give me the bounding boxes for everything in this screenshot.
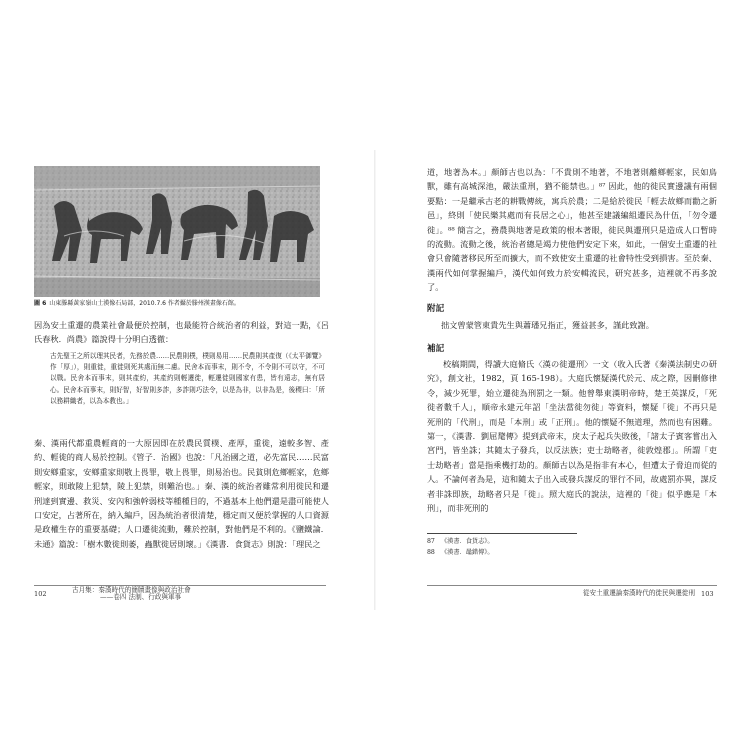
footnote-87 (427, 536, 494, 547)
page-number-left: 102 (34, 590, 47, 598)
heading-acknowledgement: 附記 (427, 304, 445, 314)
figure-caption (34, 300, 334, 308)
heading-supplement: 補記 (427, 344, 445, 354)
body-paragraph-1: 因為安土重遷的農業社會最便於控制，也最能符合統治者的利益，對這一點，《呂氏春秋．尚農》篇說得十分明白透徹： (34, 320, 329, 345)
footer-rule-right (427, 585, 717, 586)
footnote-number: 87 (427, 538, 435, 545)
figure-number: 圖 6 (34, 300, 47, 307)
body-paragraph-3: 道，地著為本。」顏師古也以為：「不貴則不地著，不地著則離鄉輕家，民如鳥獸，雖有高城深池，嚴法重刑，猶不能禁也。」⁸⁷ 因此，他的徙民實邊議有兩個要點：一是繼承古老的耕戰傳統，寓兵於農；二是給於徙民「輕去故鄉而勸之新邑」，終則「使民樂其處而有長居之心」，他甚至建議編組遷民為什伍，「勿令遷徙」。⁸⁸ 簡言之，務農與地著是政策的根本著眼，徙民與遷刑只是造成人口暫時的流動。流動之後，統治者總是竭力使他們安定下來，如此，一個安土重遷的社會只會隨著移民所至而擴大，而不致使安土重遷的社會特性受到損害。至於秦、漢兩代如何掌握編戶，漢代如何致力於安輯流民，研究甚多，這裡就不再多說了。 (427, 167, 717, 293)
footnote-rule (427, 533, 577, 534)
running-footer-left (72, 587, 332, 601)
book-title: 古月集：秦漢時代的簡牘畫像與政治社會 (72, 586, 191, 594)
body-paragraph-2: 秦、漢兩代都重農輕商的一大原因即在於農民質樸、產厚，重徙，遠較多智、產約、輕徙的商人易於控制。《管子．治國》也說：「凡治國之道，必先富民……民富則安鄉重家，安鄉重家則敬上畏罪，敬上畏罪，則易治也。民貧則危鄉輕家，危鄉輕家，則敢陵上犯禁，陵上犯禁，則難治也。」秦、漢的統治者雖常利用徙民和遷刑達到實邊、救災、安內和強幹弱枝等種種目的，不過基本上他們還是盡可能使人口安定，占著所在，納入編戶，因為統治者很清楚，穩定而又便於掌握的人口資源是政權生存的重要基礎；人口遷徙流動，難於控制，對他們是不利的。《鹽鐵論．未通》篇說：「樹木數徙則萎，蟲獸徙居則壞。」《漢書．食貨志》則說：「理民之 (34, 438, 329, 549)
footnote-number: 88 (427, 549, 435, 556)
footnote-text: 《漢書．鼂錯傳》。 (441, 549, 494, 556)
block-quote: 古先聖王之所以理其民者，先務於農……民農則樸，樸則易用……民農則其產復（《太平御覽》作「厚」），則重徙，重徙則死其處而無二慮。民舍本而事末，則不令，不令則不可以守，不可以戰。民舍本而事末，則其產約，其產約則輕遷徙，輕遷徙則國家有患，皆有遠志，無有居心。民舍本而事末，則好智，好智則多詐，多詐則巧法令，以是為非，以非為是，後稷曰：「所以務耕織者，以為本教也。」 (50, 352, 325, 405)
running-footer-right: 從安土重遷論秦漢時代的徙民與遷徙刑 (582, 589, 695, 597)
book-subtitle: ——卷四 法制、行政與軍事 (100, 593, 182, 601)
page-number-right: 103 (701, 590, 714, 598)
relief-figure (34, 166, 320, 297)
footnote-text: 《漢書．食貨志》。 (441, 538, 494, 545)
stone-relief-image (34, 166, 320, 297)
figure-caption-text: 山東滕縣黃家嶺山土漢像石局部，2010.7.6 作者攝於滕州漢畫像石館。 (49, 300, 240, 307)
acknowledgement-text: 拙文曾蒙管東貴先生與蕭璠兄指正，獲益甚多，謹此致謝。 (441, 320, 654, 330)
right-page (375, 0, 750, 750)
footnote-88 (427, 547, 494, 558)
supplement-text: 校稿期間，得讀大庭脩氏〈漢の徙遷刑〉一文（收入氏著《秦漢法制史の研究》，創文社，1982，頁 165-198）。大庭氏懷疑漢代於元、成之際，因刪修律令，減少死罪，始立遷徙為刑罰之一類。他曾舉東漢明帝時，楚王英謀反，「死徙者數千人」，順帝永建元年詔「坐法當徙勿徙」等資料，懷疑「徙」不再只是死刑的「代刑」，而是「本刑」或「正刑」。他的懷疑不無道理，然而也有困難。第一，《漢書．劉屈氂傳》提到武帝末，戾太子起兵失敗後，「諸太子賓客嘗出入宮門，皆坐誅；其隨太子發兵，以反法族；吏士劫略者，徙敦煌郡」。所謂「吏士劫略者」當是指乘機打劫的。顏師古以為是指非有本心，但遭太子脅迫而從的人。不論何者為是，這和隨太子出入或發兵謀反的罪行不同，故處罰亦異，謀反者非誅即族，劫略者只是「徙」。照大庭氏的說法，這裡的「徙」似乎應是「本刑」，而非死刑的 (427, 359, 717, 514)
